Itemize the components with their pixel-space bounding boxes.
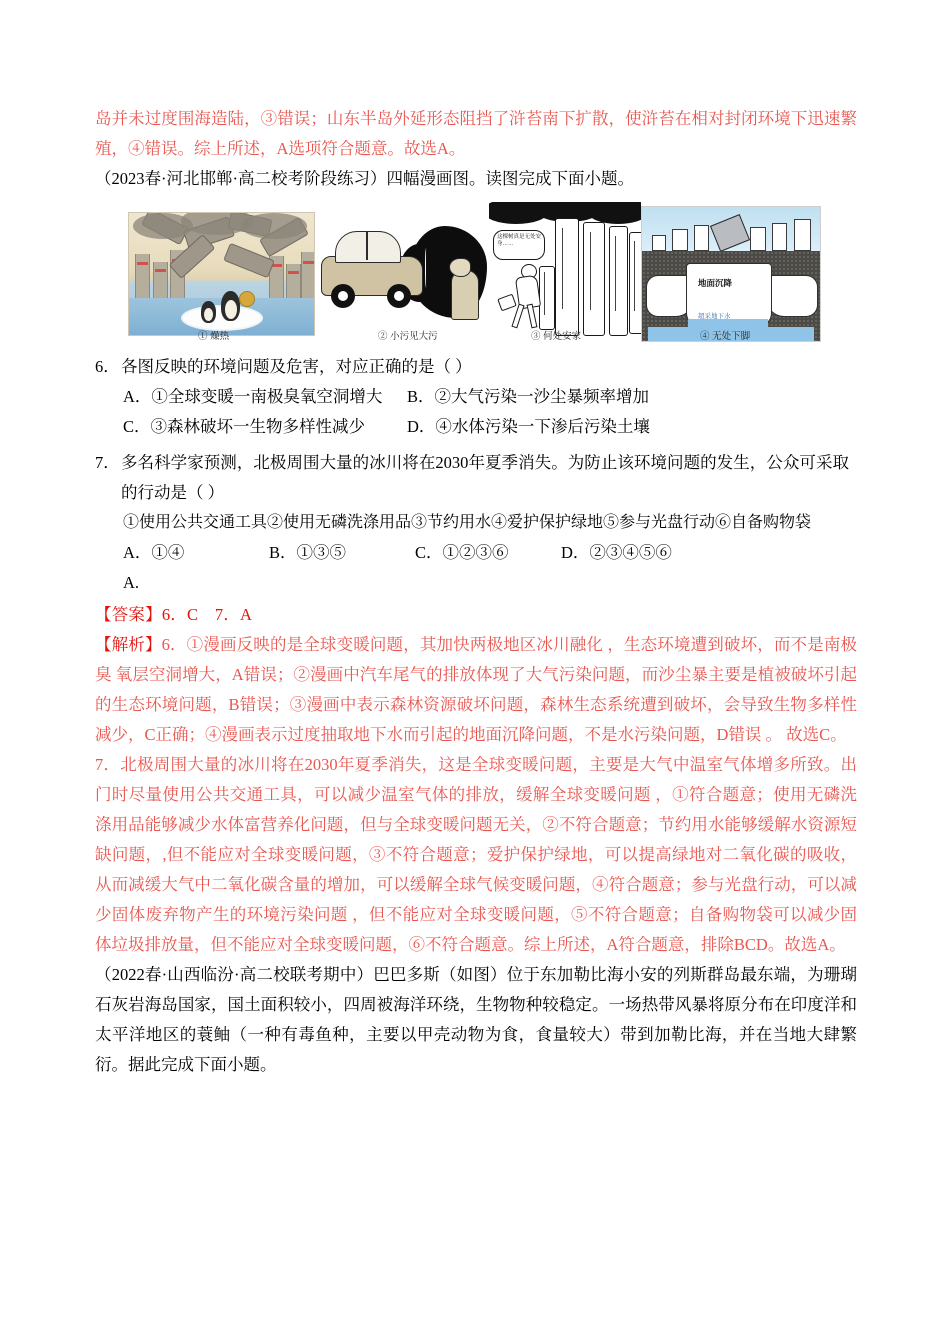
speech-bubble: 这棵树真是无处安身…… (493, 230, 545, 260)
option-7-D[interactable] (561, 543, 672, 562)
building (652, 235, 666, 251)
logger-figure (507, 268, 549, 328)
option-6-C[interactable] (123, 412, 407, 442)
car-window-divider (366, 232, 368, 260)
subsidence-label: 地面沉降 (698, 278, 733, 288)
comic-image-3-deforestation (489, 202, 641, 342)
answer-text: 6．C 7．A (161, 605, 253, 624)
option-7-C-text: ①②③⑥ (442, 543, 509, 562)
answer-block (95, 600, 857, 630)
option-7-B-key: B． (269, 543, 297, 562)
option-6-B[interactable] (407, 387, 649, 406)
building (672, 229, 688, 251)
option-6-C-text: ③森林破坏一生物多样性减少 (150, 417, 366, 436)
option-6-A-key: A． (123, 387, 152, 406)
groundwater-label: 超采地下水 (698, 313, 731, 320)
stray-answer-letter: A. (123, 573, 140, 592)
comic-image-2-air-pollution (313, 218, 489, 330)
option-6-B-text: ②大气污染一沙尘暴频率增加 (434, 387, 650, 406)
tree-trunk (609, 226, 628, 336)
comic-image-1-global-warming (128, 212, 315, 336)
option-6-A-text: ①全球变暖一南极臭氧空洞增大 (151, 387, 383, 406)
answer-label: 【答案】 (95, 605, 162, 624)
question-6-options-row-2 (95, 412, 857, 442)
option-7-C[interactable] (415, 538, 561, 568)
tree-canopy (587, 202, 641, 224)
logger-leg (527, 304, 538, 329)
option-6-D-key: D． (407, 417, 436, 436)
question-6-number: 6． (95, 357, 120, 376)
car-windshield (335, 231, 401, 263)
smokestack (135, 254, 150, 298)
next-passage-paragraph: （2022春·山西临汾·高二校联考期中）巴巴多斯（如图）位于东加勒比海小安的列斯群岛最东端，为珊瑚石灰岩海岛国家，国土面积较小，四周被海洋环绕，生物物种较稳定。一场热带风暴将原分布在印度洋和太平洋地区的蓑鲉（一种有毒鱼种，主要以甲壳动物为食，食量较大）带到加勒比海，并在当地大肆繁衍。据此完成下面小题。 (95, 965, 857, 1074)
building (794, 219, 811, 251)
building (772, 223, 787, 251)
smoking-person-body (451, 270, 479, 320)
option-6-B-key: B． (407, 387, 435, 406)
comic-image-4-land-subsidence (641, 206, 821, 342)
underground-cavity-right (766, 275, 818, 317)
comic-figure-group (95, 202, 857, 350)
smoking-person-head (449, 258, 471, 277)
question-6-options-row-1 (95, 382, 857, 412)
option-7-C-key: C． (415, 543, 443, 562)
analysis-label: 【解析】 (95, 635, 162, 654)
analysis-block-q6 (95, 630, 857, 750)
comic-caption-2: ② 小污见大污 (378, 331, 438, 342)
groundwater-right (768, 327, 814, 341)
option-7-D-key: D． (561, 543, 590, 562)
question-7 (95, 448, 857, 508)
tree-trunk (583, 222, 605, 336)
penguin-small (201, 301, 216, 323)
continued-analysis-paragraph: 岛并未过度围海造陆，③错误；山东半岛外延形态阻挡了浒苔南下扩散，使浒苔在相对封闭环境下迅速繁殖，④错误。综上所述，A选项符合题意。故选A。 (95, 109, 857, 158)
axe-icon (497, 294, 516, 312)
comic-caption-3: ③ 何处安家 (531, 331, 582, 342)
smokestack (153, 262, 168, 298)
question-6 (95, 352, 857, 382)
comic-caption-1: ① 燥热 (198, 331, 230, 342)
groundwater-left (648, 327, 690, 341)
tree-trunk (629, 232, 641, 334)
source-line-2023: （2023春·河北邯郸·高二校考阶段练习）四幅漫画图。读图完成下面小题。 (95, 169, 634, 188)
option-6-C-key: C． (123, 417, 151, 436)
penguin-large (221, 291, 240, 321)
comic-caption-4: ④ 无处下脚 (700, 331, 751, 342)
building (750, 227, 766, 251)
option-7-A[interactable] (123, 538, 269, 568)
option-7-D-text: ②③④⑤⑥ (589, 543, 672, 562)
question-7-number: 7． (95, 453, 120, 472)
car-wheel (331, 284, 355, 308)
option-6-D[interactable] (407, 417, 650, 436)
option-7-B[interactable] (269, 538, 415, 568)
building (694, 225, 709, 251)
smoke-cloud (241, 213, 307, 239)
fan-prop (239, 291, 255, 307)
logger-leg (511, 304, 524, 329)
analysis-block-q7: 7．北极周围大量的冰川将在2030年夏季消失，这是全球变暖问题，主要是大气中温室气体增多所致。出门时尽量使用公共交通工具，可以减少温室气体的排放，缓解全球变暖问题 ，①符合题意；使用无磷洗涤用品能够减少水体富营养化问题，但与全球变暖问题无关，②不符合题意；节约用水能够缓解水资源短缺问题，,但不能应对全球变暖问题，③不符合题意；爱护保护绿地，可以提高绿地对二氧化碳的吸收，从而减缓大气中二氧化碳含量的增加，可以缓解全球气候变暖问题，④符合题意；参与光盘行动，可以减少固体废弃物产生的环境污染问题 ，但不能应对全球变暖问题，⑤不符合题意；自备购物袋可以减少固体垃圾排放量，但不能应对全球变暖问题，⑥不符合题意。综上所述，A符合题意，排除BCD。故选A。 (95, 755, 857, 954)
tree-trunk (555, 218, 579, 336)
option-6-A[interactable] (123, 382, 407, 412)
option-6-D-text: ④水体污染一下渗后污染土壤 (435, 417, 650, 436)
question-7-items-line: ①使用公共交通工具②使用无磷洗涤用品③节约用水④爱护保护绿地⑤参与光盘行动⑥自备购物袋 (123, 514, 812, 531)
cigarette-smoke-squiggle (425, 248, 428, 288)
smokestack (286, 264, 301, 298)
analysis-q6-text: 6．①漫画反映的是全球变暖问题，其加快两极地区冰川融化 ，生态环境遭到破坏，而不是南极臭 氧层空洞增大，A错误；②漫画中汽车尾气的排放体现了大气污染问题，而沙尘暴主要是植被破坏引起的生态环境问题，B错误；③漫画中表示森林资源破坏问题，森林生态系统遭到破坏，会导致生物多样性减少，C正确；④漫画表示过度抽取地下水而引起的地面沉降问题，不是水污染问题，D错误 。 故选C。 (95, 635, 858, 744)
option-7-A-text: ①④ (151, 543, 185, 562)
option-7-A-key: A． (123, 543, 152, 562)
question-6-stem: 各图反映的环境问题及危害，对应正确的是（ ） (121, 357, 472, 376)
question-7-options-row (95, 538, 857, 568)
document-content (95, 104, 857, 1080)
question-7-stem: 多名科学家预测，北极周围大量的冰川将在2030年夏季消失。为防止该环境问题的发生，公众可采取的行动是（ ） (121, 453, 849, 502)
option-7-B-text: ①③⑤ (296, 543, 347, 562)
car-wheel (387, 284, 411, 308)
